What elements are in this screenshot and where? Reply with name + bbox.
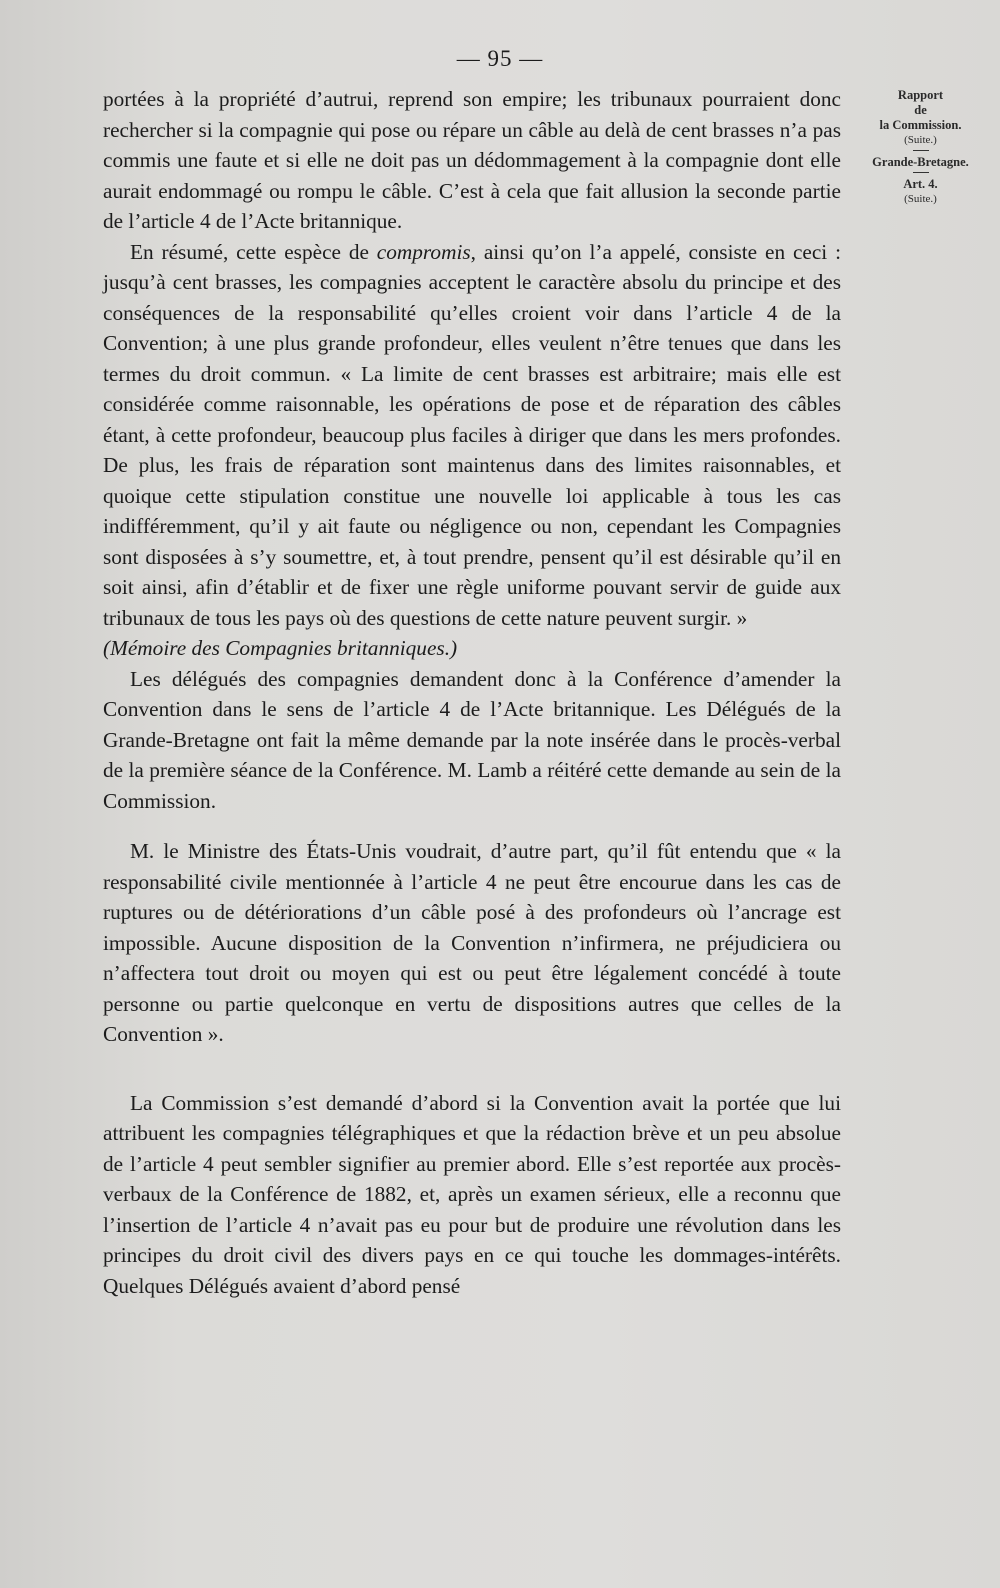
margin-note-suite: (Suite.) bbox=[904, 134, 937, 146]
paragraph-resume bbox=[103, 237, 841, 634]
margin-divider bbox=[913, 150, 929, 151]
paragraph-commission: La Commission s’est demandé d’abord si la Convention avait la portée que lui attribuent les compagnies télégraphiques et que la rédaction brève et un peu absolue de l’article 4 peut sembler signifier au premier abord. Elle s’est reportée aux procès-verbaux de la Conférence de 1882, et, après un examen sérieux, elle a reconnu que l’insertion de l’article 4 n’avait pas eu pour but de produire une révolution dans les principes du droit civil des divers pays en ce qui touche les dommages-intérêts. Quelques Délégués avaient d’abord pensé bbox=[103, 1090, 841, 1298]
margin-note-article: Art. 4. bbox=[903, 177, 938, 191]
term-compromis: compromis bbox=[376, 239, 471, 264]
margin-note-commission: la Commission. bbox=[879, 118, 962, 132]
paragraph-resume-start: En résumé, cette espèce de bbox=[130, 239, 369, 264]
margin-divider bbox=[913, 172, 929, 173]
citation-text: Mémoire des Compagnies britanniques. bbox=[110, 636, 451, 660]
citation-close: ) bbox=[450, 636, 458, 660]
margin-note-de: de bbox=[914, 103, 927, 117]
citation-open: ( bbox=[103, 636, 111, 660]
margin-note-rapport: Rapport bbox=[897, 88, 944, 102]
body-text bbox=[103, 84, 841, 1301]
citation bbox=[103, 633, 841, 664]
margin-note-grande-bretagne: Grande-Bretagne. bbox=[872, 155, 969, 169]
page-number: — 95 — bbox=[456, 46, 544, 71]
paragraph-delegues: Les délégués des compagnies demandent donc à la Conférence d’amender la Convention dans le sens de l’article 4 de l’Acte britannique. Les Délégués de la Grande-Bretagne ont fait la même demande par la note insérée dans le procès-verbal de la première séance de la Conférence. M. Lamb a réitéré cette demande au sein de la Commission. bbox=[103, 666, 841, 813]
paragraph-ministre: M. le Ministre des États-Unis voudrait, d’autre part, qu’il fût entendu que « la responsabilité civile mentionnée à l’article 4 ne peut être encourue dans les cas de ruptures ou de détériorations d’un câble posé à des profondeurs où l’ancrage est impossible. Aucune disposition de la Convention n’infirmera, ne préjudiciera ou n’affectera tout droit ou moyen qui est ou peut être légalement concédé à toute personne ou partie quelconque en vertu de dispositions autres que celles de la Convention ». bbox=[103, 839, 841, 1046]
paragraph-continuation: portées à la propriété d’autrui, reprend son empire; les tribunaux pourraient donc rechercher si la compagnie qui pose ou répare un câble au delà de cent brasses n’a pas commis une faute et si elle ne doit pas un dédommagement à la compagnie dont elle aurait endommagé ou rompu le câble. C’est à cela que fait allusion la seconde partie de l’article 4 de l’Acte britannique. bbox=[103, 87, 841, 233]
margin-note-article-suite: (Suite.) bbox=[904, 193, 937, 205]
margin-notes bbox=[853, 88, 988, 207]
paragraph-resume-rest: , ainsi qu’on l’a appelé, consiste en ceci : jusqu’à cent brasses, les compagnies acceptent le caractère absolu du principe et des conséquences de la responsabilité qu’elles croient voir dans l’article 4 de la Convention; à une plus grande profondeur, elles veulent n’être tenues que dans les termes du droit commun. « La limite de cent brasses est arbitraire; mais elle est considérée comme raisonnable, les opérations de pose et de réparation des câbles étant, à cette profondeur, beaucoup plus faciles à diriger que dans les mers profondes. De plus, les frais de réparation sont maintenus dans des limites raisonnables, et quoique cette stipulation constitue une nouvelle loi applicable à tous les cas indifféremment, qu’il y ait faute ou négligence ou non, cependant les Compagnies sont disposées à s’y soumettre, et, à tout prendre, pensent qu’il est désirable qu’il en soit ainsi, afin d’établir et de fixer une règle uniforme pouvant servir de guide aux tribunaux de tous les pays où des questions de cette nature peuvent surgir. » bbox=[103, 239, 841, 630]
